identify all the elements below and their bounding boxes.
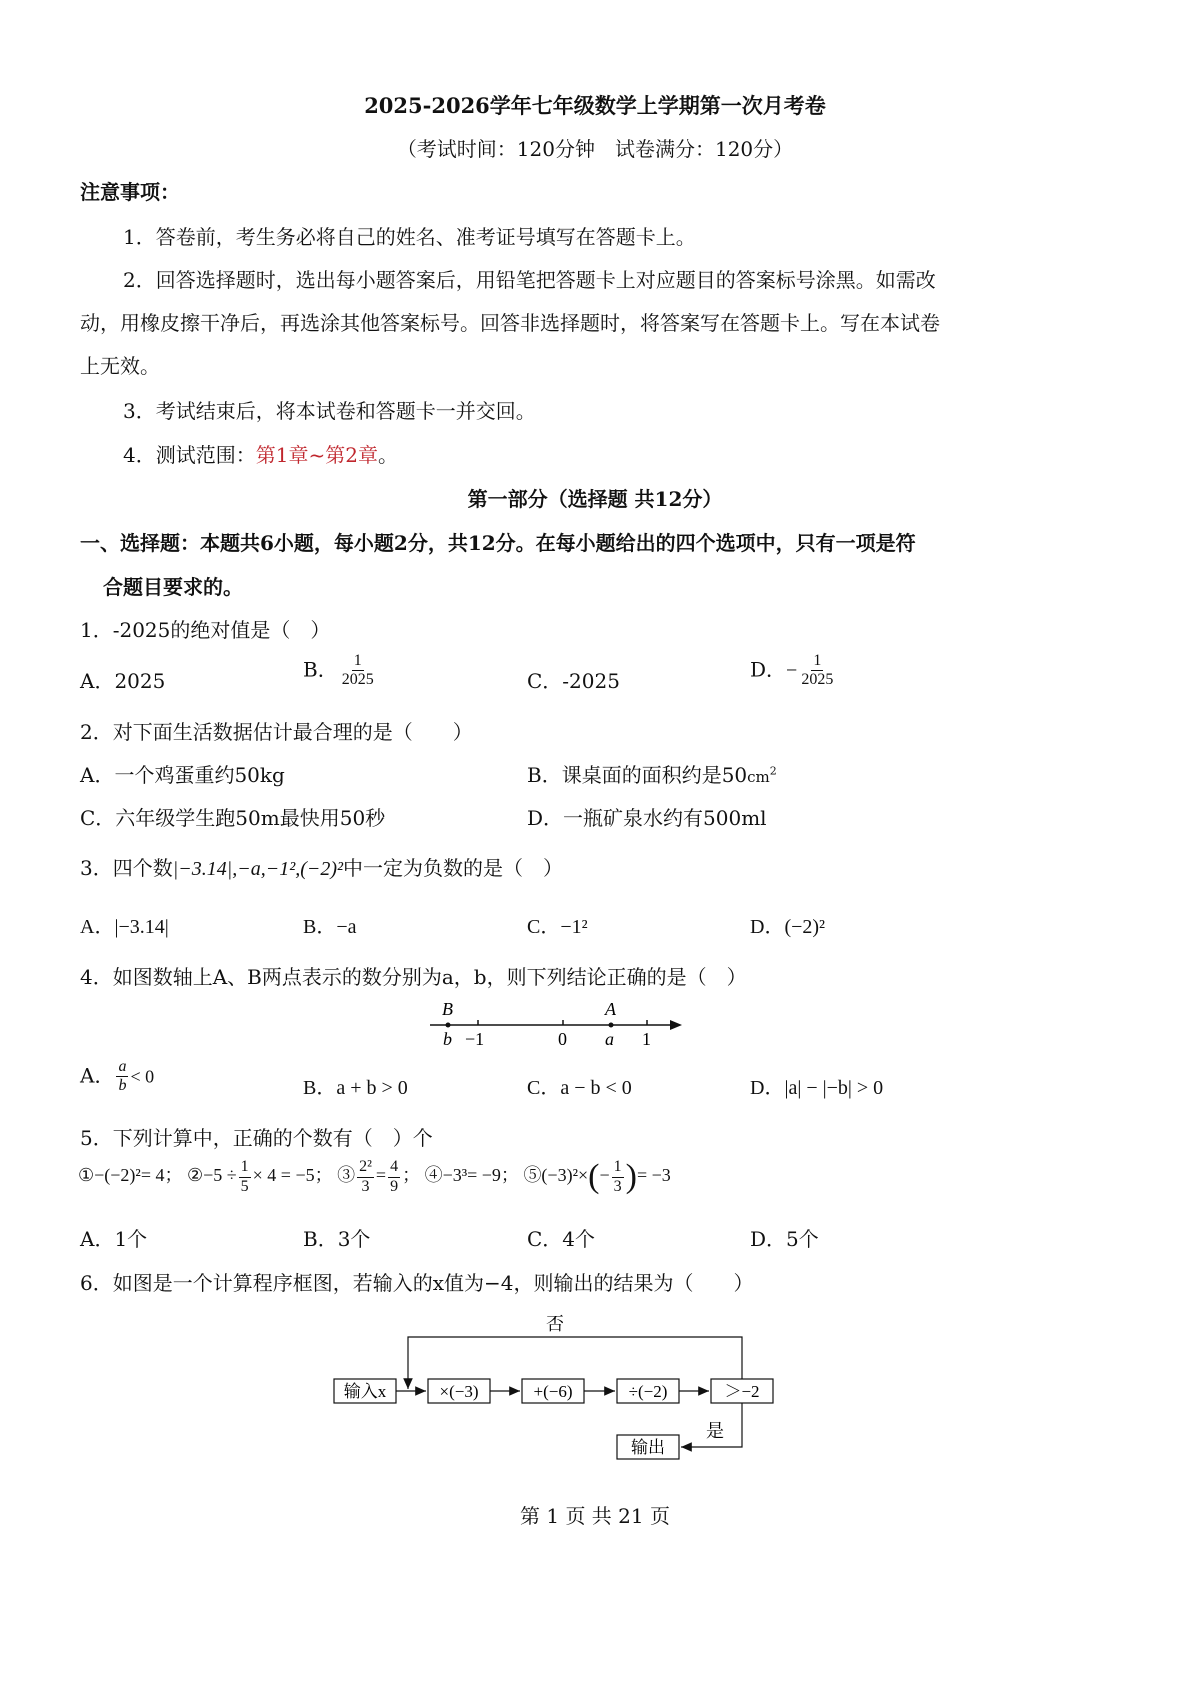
q5-expr-5-b: = −3 (636, 1165, 671, 1186)
q5-expr-5: ⑤(−3)²×(− $\frac{1}{3}$ )= −3 (523, 1158, 671, 1195)
q5-expr-2 (186, 1158, 333, 1195)
q2-option-d[interactable]: D．一瓶矿泉水约有500ml (527, 806, 767, 830)
flow-multiply-label: ×(−3) (439, 1382, 479, 1401)
q3-option-a[interactable]: A．|−3.14| (80, 916, 169, 938)
q5-expr-3-num2: 4 (388, 1158, 400, 1177)
point-a-marker (609, 1023, 614, 1028)
flow-output-label: 输出 (631, 1438, 665, 1457)
value-b-label: b (443, 1029, 452, 1049)
notice-item-2-line-1: 2．回答选择题时，选出每小题答案后，用铅笔把答题卡上对应题目的答案标号涂黑。如需改 (123, 268, 936, 292)
section-instructions-line-1: 一、选择题：本题共6小题，每小题2分，共12分。在每小题给出的四个选项中，只有一项是符 (80, 531, 916, 555)
q3-stem-math: |−3.14|,−a,−1²,(−2)² (172, 858, 344, 880)
q4-a-rest: < 0 (130, 1066, 155, 1087)
q5-option-c[interactable]: C．4个 (527, 1227, 596, 1251)
flow-divide-label: ÷(−2) (628, 1382, 668, 1401)
q3-option-b[interactable]: B．−a (303, 916, 357, 938)
q4-option-a[interactable] (80, 1058, 154, 1096)
q2-b-unit: cm (747, 768, 770, 786)
notice-item-4-suffix: 。 (377, 443, 398, 467)
point-b-label: B (442, 999, 453, 1019)
q5-expr-2-den: 5 (240, 1177, 249, 1195)
q1-option-d-label: D． (750, 657, 787, 682)
q6-stem: 6．如图是一个计算程序框图，若输入的x值为−4，则输出的结果为（ ） (80, 1271, 754, 1295)
notice-item-3: 3．考试结束后，将本试卷和答题卡一并交回。 (123, 399, 536, 423)
flow-input-label: 输入x (343, 1382, 387, 1401)
flow-add-label: +(−6) (533, 1382, 573, 1401)
q4-option-d[interactable]: D．|a| − |−b| > 0 (750, 1077, 884, 1099)
q1-option-c[interactable]: C．-2025 (527, 669, 620, 693)
q1-d-numerator: 1 (811, 652, 823, 671)
number-line-figure (420, 995, 700, 1055)
tick-label-one: 1 (642, 1029, 651, 1049)
q1-b-numerator: 1 (352, 652, 364, 671)
value-a-label: a (605, 1029, 614, 1049)
notice-item-4 (123, 439, 398, 468)
q1-d-denominator: 2025 (801, 671, 834, 689)
q5-expr-2-b: × 4 = −5； (252, 1165, 333, 1186)
notice-heading: 注意事项： (80, 180, 180, 204)
q5-option-a[interactable]: A．1个 (80, 1227, 148, 1251)
q5-expr-3-den2: 9 (390, 1177, 399, 1195)
q4-a-numerator: a (116, 1058, 128, 1077)
flow-condition-label: ＞−2 (724, 1382, 760, 1401)
q4-stem: 4．如图数轴上A、B两点表示的数分别为a，b，则下列结论正确的是（ ） (80, 965, 747, 989)
exam-info: （考试时间：120分钟 试卷满分：120分） (396, 137, 794, 161)
q2-b-exponent: 2 (769, 764, 777, 778)
q3-stem (80, 852, 563, 881)
q5-expr-3-num: 2² (357, 1158, 374, 1177)
point-b-marker (446, 1023, 451, 1028)
q5-option-d[interactable]: D．5个 (750, 1227, 819, 1251)
q2-stem: 2．对下面生活数据估计最合理的是（ ） (80, 720, 473, 744)
q5-expr-3-a: ③ (337, 1165, 356, 1186)
q1-option-d[interactable] (750, 652, 837, 690)
q5-expr-3 (337, 1158, 421, 1195)
q4-a-denominator: b (118, 1077, 127, 1095)
q1-option-b-label: B． (303, 657, 338, 682)
q3-stem-suffix: 中一定为负数的是（ ） (343, 856, 564, 880)
q5-expr-3-eq: = (375, 1165, 387, 1186)
notice-item-2-line-2: 动，用橡皮擦干净后，再选涂其他答案标号。回答非选择题时，将答案写在答题卡上。写在本试卷 (80, 311, 940, 335)
q4-option-a-label: A． (80, 1063, 115, 1088)
page-number: 第 1 页 共 21 页 (520, 1504, 670, 1528)
q1-b-denominator: 2025 (341, 671, 374, 689)
section-instructions-line-2: 合题目要求的。 (103, 575, 243, 599)
q5-expr-2-a: ②−5 ÷ (186, 1165, 237, 1186)
tick-label-minus-one: −1 (465, 1029, 485, 1049)
q2-option-b[interactable] (527, 759, 777, 788)
flowchart-figure (330, 1305, 780, 1465)
q5-expr-5-num: 1 (612, 1158, 624, 1177)
q1-d-sign: − (786, 659, 798, 682)
notice-item-1: 1．答卷前，考生务必将自己的姓名、准考证号填写在答题卡上。 (123, 225, 696, 249)
notice-item-4-prefix: 4．测试范围： (123, 443, 256, 467)
q3-stem-prefix: 3．四个数 (80, 856, 173, 880)
q5-expr-3-b: ； (402, 1165, 421, 1186)
q1-option-a[interactable]: A．2025 (80, 669, 166, 693)
q5-expr-2-num: 1 (239, 1158, 251, 1177)
q5-expr-5-a: ⑤(−3)²× (523, 1165, 589, 1186)
q3-option-d[interactable]: D．(−2)² (750, 916, 826, 938)
q2-option-a[interactable]: A．一个鸡蛋重约50kg (80, 763, 285, 787)
tick-label-zero: 0 (558, 1029, 567, 1049)
q5-expr-1: ①−(−2)²= 4； (78, 1165, 183, 1186)
q2-option-b-text: B．课桌面的面积约是50 (527, 763, 748, 787)
q1-stem: 1．-2025的绝对值是（ ） (80, 618, 331, 642)
q3-option-c[interactable]: C．−1² (527, 916, 588, 938)
q5-option-b[interactable]: B．3个 (303, 1227, 371, 1251)
number-line-arrow (670, 1020, 682, 1030)
point-a-label: A (605, 999, 616, 1019)
flow-yes-label: 是 (706, 1421, 724, 1441)
q5-expressions (78, 1158, 671, 1196)
q1-option-b[interactable] (303, 652, 378, 690)
q4-option-c[interactable]: C．a − b < 0 (527, 1077, 632, 1099)
page-title: 2025-2026学年七年级数学上学期第一次月考卷 (364, 93, 826, 118)
part1-heading: 第一部分（选择题 共12分） (467, 487, 723, 511)
q2-option-c[interactable]: C．六年级学生跑50m最快用50秒 (80, 806, 386, 830)
q5-expr-4: ④−3³= −9； (424, 1165, 519, 1186)
notice-item-2-line-3: 上无效。 (80, 354, 160, 378)
q5-expr-3-den: 3 (361, 1177, 370, 1195)
q5-stem: 5．下列计算中，正确的个数有（ ）个 (80, 1126, 433, 1150)
q4-option-b[interactable]: B．a + b > 0 (303, 1077, 408, 1099)
q5-expr-5-den: 3 (613, 1177, 622, 1195)
test-scope: 第1章~第2章 (255, 443, 378, 467)
flow-no-label: 否 (546, 1314, 564, 1334)
